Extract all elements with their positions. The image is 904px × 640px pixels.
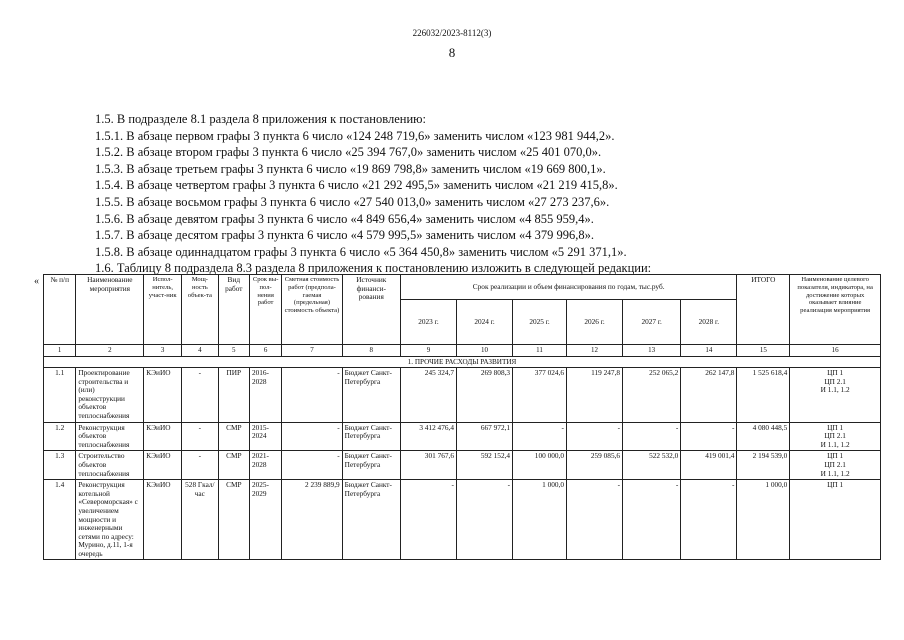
- cell-term: 2025-2029: [249, 480, 281, 560]
- column-number: 11: [513, 345, 567, 357]
- paragraph: 1.5.7. В абзаце десятом графы 3 пункта 6 число «4 579 995,5» заменить числом «4 379 996,8».: [95, 228, 595, 243]
- column-number: 12: [566, 345, 622, 357]
- cell-num: 1.1: [44, 368, 76, 423]
- cell-term: 2021-2028: [249, 451, 281, 480]
- cell-name: Проектирование строительства и (или) реконструкции объектов теплоснабжения: [76, 368, 144, 423]
- table-row: [44, 480, 881, 560]
- header-year: 2024 г.: [456, 300, 512, 345]
- cell-power: -: [182, 368, 219, 423]
- header-total: ИТОГО: [737, 275, 790, 345]
- financing-table: [43, 274, 881, 560]
- cell-work: СМР: [218, 480, 249, 560]
- header-period: Срок реализации и объем финансирования по годам, тыс.руб.: [400, 275, 737, 300]
- cell-y2023: 301 767,6: [400, 451, 456, 480]
- document-number: 226032/2023-8112(3): [412, 28, 492, 38]
- paragraph: 1.5.3. В абзаце третьем графы 3 пункта 6 число «19 869 798,8» заменить числом «19 669 800,1».: [95, 161, 606, 176]
- section-title: 1. ПРОЧИЕ РАСХОДЫ РАЗВИТИЯ: [44, 357, 881, 368]
- header-term: Срок вы-пол-нения работ: [249, 275, 281, 345]
- cell-term: 2016-2028: [249, 368, 281, 423]
- cell-y2027: 252 065,2: [623, 368, 681, 423]
- column-number: 4: [182, 345, 219, 357]
- cell-y2028: -: [681, 422, 737, 451]
- cell-y2024: -: [456, 480, 512, 560]
- table-row: [44, 368, 881, 423]
- page-number: 8: [448, 45, 456, 60]
- header-year: 2028 г.: [681, 300, 737, 345]
- cell-y2027: 522 532,0: [623, 451, 681, 480]
- paragraph: 1.5.5. В абзаце восьмом графы 3 пункта 6 число «27 540 013,0» заменить числом «27 273 237,6».: [95, 194, 610, 209]
- header-year: 2025 г.: [513, 300, 567, 345]
- cell-indicator: ЦП 1 ЦП 2.1 И 1.1, 1.2: [790, 451, 881, 480]
- header-power: Мощ-ность объек-та: [182, 275, 219, 345]
- column-number: 1: [44, 345, 76, 357]
- cell-y2028: 262 147,8: [681, 368, 737, 423]
- cell-power: 528 Гкал/час: [182, 480, 219, 560]
- cell-executor: КЭиИО: [144, 451, 182, 480]
- cell-executor: КЭиИО: [144, 480, 182, 560]
- cell-y2025: 377 024,6: [513, 368, 567, 423]
- cell-power: -: [182, 422, 219, 451]
- column-number: 7: [282, 345, 342, 357]
- column-number: 9: [400, 345, 456, 357]
- header-executor: Испол-нитель, участ-ник: [144, 275, 182, 345]
- cell-total: 2 194 539,0: [737, 451, 790, 480]
- cell-total: 1 000,0: [737, 480, 790, 560]
- header-year: 2023 г.: [400, 300, 456, 345]
- column-number: 3: [144, 345, 182, 357]
- column-number: 14: [681, 345, 737, 357]
- cell-source: Бюджет Санкт-Петербурга: [342, 451, 400, 480]
- table-row: [44, 451, 881, 480]
- cell-y2023: 3 412 476,4: [400, 422, 456, 451]
- column-number: 15: [737, 345, 790, 357]
- cell-indicator: ЦП 1 ЦП 2.1 И 1.1, 1.2: [790, 368, 881, 423]
- cell-y2027: -: [623, 422, 681, 451]
- column-numbers-row: [44, 345, 881, 357]
- table-header-row: [44, 275, 881, 300]
- cell-source: Бюджет Санкт-Петербурга: [342, 368, 400, 423]
- cell-power: -: [182, 451, 219, 480]
- header-num: № п/п: [44, 275, 76, 345]
- cell-name: Реконструкция объектов теплоснабжения: [76, 422, 144, 451]
- cell-y2028: -: [681, 480, 737, 560]
- column-number: 2: [76, 345, 144, 357]
- cell-cost: -: [282, 451, 342, 480]
- header-source: Источник финанси-рования: [342, 275, 400, 345]
- cell-work: СМР: [218, 451, 249, 480]
- cell-name: Реконструкция котельной «Североморская» с увеличением мощности и инженерными сетями по адресу: Мурино, д.11, 1-я очередь: [76, 480, 144, 560]
- column-number: 5: [218, 345, 249, 357]
- cell-executor: КЭиИО: [144, 422, 182, 451]
- cell-indicator: ЦП 1 ЦП 2.1 И 1.1, 1.2: [790, 422, 881, 451]
- cell-term: 2015-2024: [249, 422, 281, 451]
- cell-work: ПИР: [218, 368, 249, 423]
- cell-y2028: 419 001,4: [681, 451, 737, 480]
- column-number: 13: [623, 345, 681, 357]
- cell-cost: 2 239 889,9: [282, 480, 342, 560]
- paragraph: 1.5.4. В абзаце четвертом графы 3 пункта 6 число «21 292 495,5» заменить числом «21 219 415,8».: [95, 178, 618, 193]
- cell-cost: -: [282, 368, 342, 423]
- header-work: Вид работ: [218, 275, 249, 345]
- cell-y2024: 667 972,1: [456, 422, 512, 451]
- column-number: 10: [456, 345, 512, 357]
- column-number: 8: [342, 345, 400, 357]
- cell-y2027: -: [623, 480, 681, 560]
- cell-y2024: 592 152,4: [456, 451, 512, 480]
- cell-source: Бюджет Санкт-Петербурга: [342, 480, 400, 560]
- cell-y2025: -: [513, 422, 567, 451]
- cell-y2024: 269 808,3: [456, 368, 512, 423]
- cell-total: 1 525 618,4: [737, 368, 790, 423]
- section-row: [44, 357, 881, 368]
- paragraph: 1.5.1. В абзаце первом графы 3 пункта 6 число «124 248 719,6» заменить числом «123 981 944,2».: [95, 128, 615, 143]
- column-number: 16: [790, 345, 881, 357]
- cell-y2026: -: [566, 422, 622, 451]
- cell-executor: КЭиИО: [144, 368, 182, 423]
- cell-y2025: 1 000,0: [513, 480, 567, 560]
- cell-num: 1.4: [44, 480, 76, 560]
- header-name: Наименование мероприятия: [76, 275, 144, 345]
- paragraph: 1.5.8. В абзаце одиннадцатом графы 3 пункта 6 число «5 364 450,8» заменить числом «5 291 371,1».: [95, 244, 627, 259]
- cell-total: 4 080 448,5: [737, 422, 790, 451]
- cell-y2026: -: [566, 480, 622, 560]
- cell-num: 1.3: [44, 451, 76, 480]
- header-indicator: Наименование целевого показателя, индикатора, на достижение которых оказывает влияние реализация мероприятия: [790, 275, 881, 345]
- cell-y2026: 119 247,8: [566, 368, 622, 423]
- cell-indicator: ЦП 1: [790, 480, 881, 560]
- cell-num: 1.2: [44, 422, 76, 451]
- paragraph: 1.6. Таблицу 8 подраздела 8.3 раздела 8 приложения к постановлению изложить в следующей редакции:: [95, 261, 652, 276]
- column-number: 6: [249, 345, 281, 357]
- paragraph: 1.5.6. В абзаце девятом графы 3 пункта 6 число «4 849 656,4» заменить числом «4 855 959,4».: [95, 211, 594, 226]
- cell-name: Строительство объектов теплоснабжения: [76, 451, 144, 480]
- header-year: 2026 г.: [566, 300, 622, 345]
- paragraph: 1.5. В подразделе 8.1 раздела 8 приложения к постановлению:: [95, 112, 426, 126]
- paragraph: 1.5.2. В абзаце втором графы 3 пункта 6 число «25 394 767,0» заменить числом «25 401 070,0».: [95, 145, 602, 160]
- table-row: [44, 422, 881, 451]
- cell-y2023: 245 324,7: [400, 368, 456, 423]
- opening-quote: «: [34, 276, 39, 287]
- cell-y2026: 259 085,6: [566, 451, 622, 480]
- header-cost: Сметная стоимость работ (предпола-гаемая (предельная) стоимость объекта): [282, 275, 342, 345]
- cell-y2023: -: [400, 480, 456, 560]
- cell-cost: -: [282, 422, 342, 451]
- cell-y2025: 100 000,0: [513, 451, 567, 480]
- header-year: 2027 г.: [623, 300, 681, 345]
- cell-source: Бюджет Санкт-Петербурга: [342, 422, 400, 451]
- cell-work: СМР: [218, 422, 249, 451]
- amendment-paragraphs: [95, 111, 855, 277]
